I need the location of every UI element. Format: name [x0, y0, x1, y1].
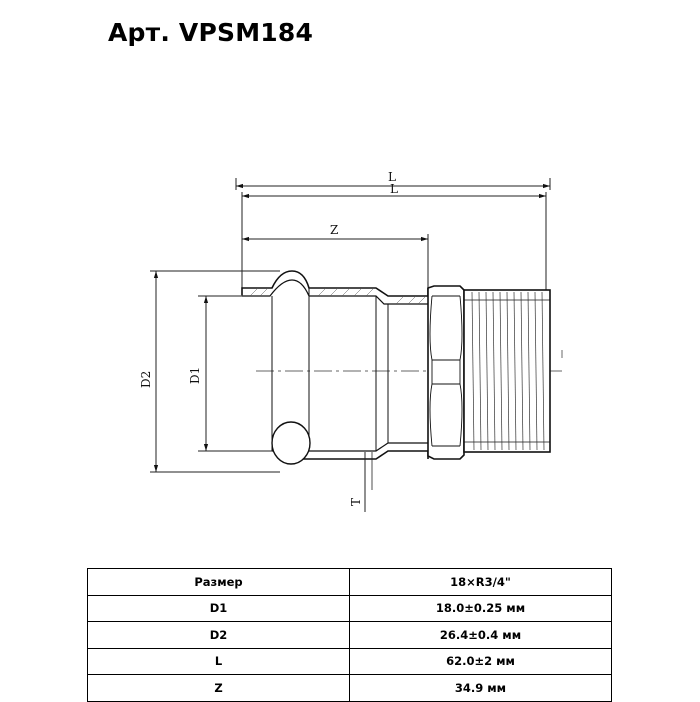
- table-row: [88, 622, 612, 649]
- dimension-z: [242, 223, 428, 290]
- spec-key: Z: [88, 675, 350, 702]
- spec-value: 34.9 мм: [350, 675, 612, 702]
- spec-key: D1: [88, 595, 350, 622]
- spec-value: 62.0±2 мм: [350, 648, 612, 675]
- dimension-d1-label: D1: [188, 366, 202, 384]
- dimension-l-inner-label: L: [390, 182, 398, 196]
- spec-value: 26.4±0.4 мм: [350, 622, 612, 649]
- dimension-d2: [139, 271, 280, 472]
- spec-value: 18.0±0.25 мм: [350, 595, 612, 622]
- specs-table: [87, 568, 612, 702]
- table-row: [88, 675, 612, 702]
- dimension-t-label: T: [349, 497, 363, 506]
- dimension-d1: [188, 296, 280, 451]
- spec-key: Размер: [88, 569, 350, 596]
- table-row: [88, 648, 612, 675]
- spec-value: 18×R3/4": [350, 569, 612, 596]
- dimension-d2-label: D2: [139, 370, 153, 388]
- article-title: Арт. VPSM184: [108, 18, 314, 47]
- table-row: [88, 569, 612, 596]
- dimension-t: [349, 452, 372, 512]
- dimension-l-outer-label: L: [388, 170, 396, 184]
- spec-key: D2: [88, 622, 350, 649]
- table-row: [88, 595, 612, 622]
- spec-key: L: [88, 648, 350, 675]
- dimension-z-label: Z: [330, 223, 339, 237]
- fitting-body: [242, 271, 550, 464]
